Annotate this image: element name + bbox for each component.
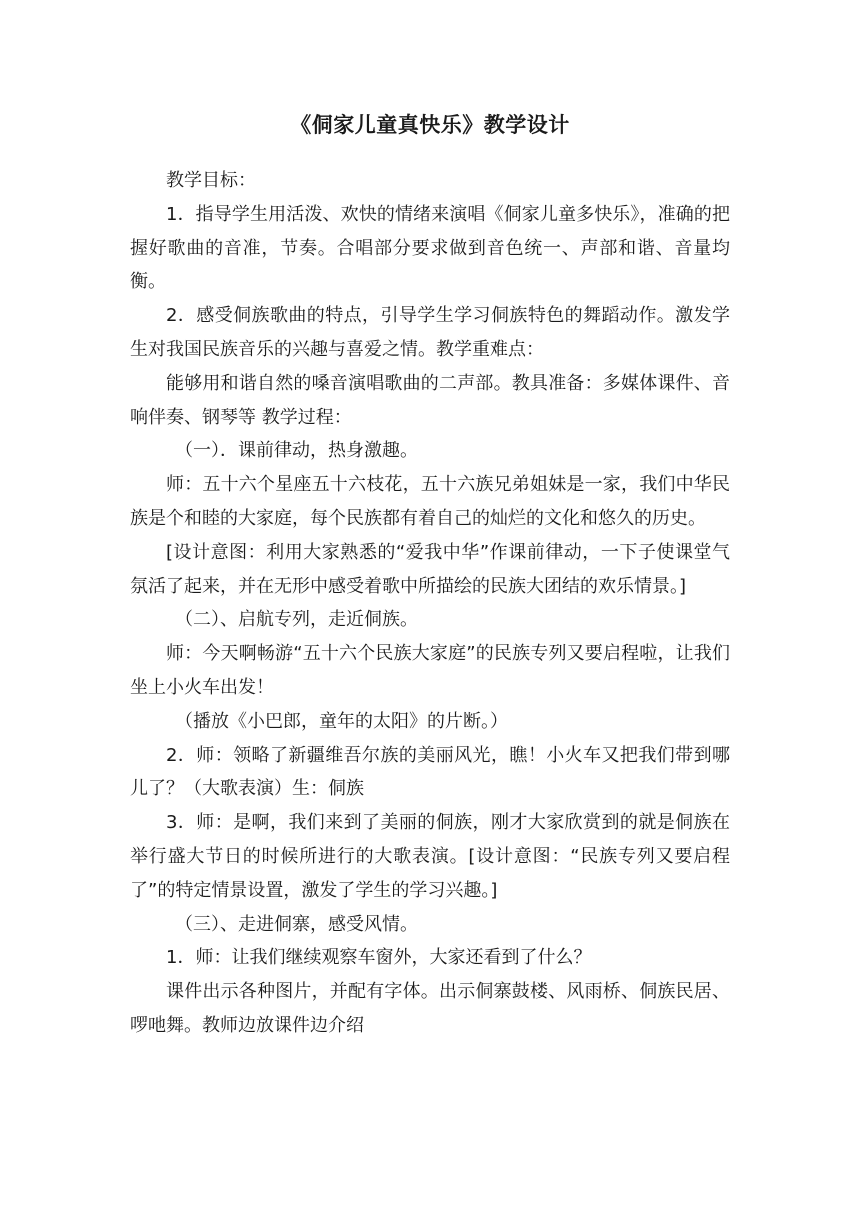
document-body xyxy=(130,164,730,1043)
paragraph-step-1-observe: 1．师：让我们继续观察车窗外，大家还看到了什么？ xyxy=(166,947,592,969)
paragraph-courseware: 课件出示各种图片，并配有字体。出示侗寨鼓楼、风雨桥、侗族民居、啰吔舞。教师边放课件边介绍 xyxy=(130,981,730,1036)
document-title: 《侗家儿童真快乐》教学设计 xyxy=(290,113,570,137)
paragraph-goal-1: 1．指导学生用活泼、欢快的情绪来演唱《侗家儿童多快乐》，准确的把握好歌曲的音准，节奏。合唱部分要求做到音色统一、声部和谐、音量均衡。 xyxy=(130,203,730,293)
paragraph-teacher-train: 师：今天啊畅游“五十六个民族大家庭”的民族专列又要启程啦，让我们坐上小火车出发！ xyxy=(130,643,730,698)
paragraph-goal-2: 2．感受侗族歌曲的特点，引导学生学习侗族特色的舞蹈动作。激发学生对我国民族音乐的兴趣与喜爱之情。教学重难点： xyxy=(130,305,730,360)
paragraph-step-3: 3．师：是啊，我们来到了美丽的侗族，刚才大家欣赏到的就是侗族在举行盛大节日的时候所进行的大歌表演。[设计意图：“民族专列又要启程了”的特定情景设置，激发了学生的学习兴趣。] xyxy=(130,812,730,901)
paragraph-teacher-intro: 师：五十六个星座五十六枝花，五十六族兄弟姐妹是一家，我们中华民族是个和睦的大家庭，每个民族都有着自己的灿烂的文化和悠久的历史。 xyxy=(130,474,730,529)
paragraph-section-2-heading: （二）、启航专列，走近侗族。 xyxy=(175,609,418,631)
paragraph-teaching-goals: 教学目标： xyxy=(166,170,256,191)
paragraph-play-clip: （播放《小巴郎，童年的太阳》的片断。） xyxy=(175,710,508,732)
paragraph-design-intent-1: [设计意图：利用大家熟悉的“爱我中华”作课前律动，一下子使课堂气氛活了起来，并在无形中感受着歌中所描绘的民族大团结的欢乐情景。] xyxy=(130,541,730,597)
paragraph-key-points: 能够用和谐自然的嗓音演唱歌曲的二声部。教具准备：多媒体课件、音响伴奏、钢琴等 教学过程： xyxy=(130,372,730,428)
paragraph-step-2: 2．师：领略了新疆维吾尔族的美丽风光，瞧！小火车又把我们带到哪儿了？（大歌表演）生：侗族 xyxy=(130,744,730,800)
paragraph-section-3-heading: （三）、走进侗寨，感受风情。 xyxy=(175,913,418,935)
paragraph-section-1-heading: （一）．课前律动，热身激趣。 xyxy=(175,440,418,462)
